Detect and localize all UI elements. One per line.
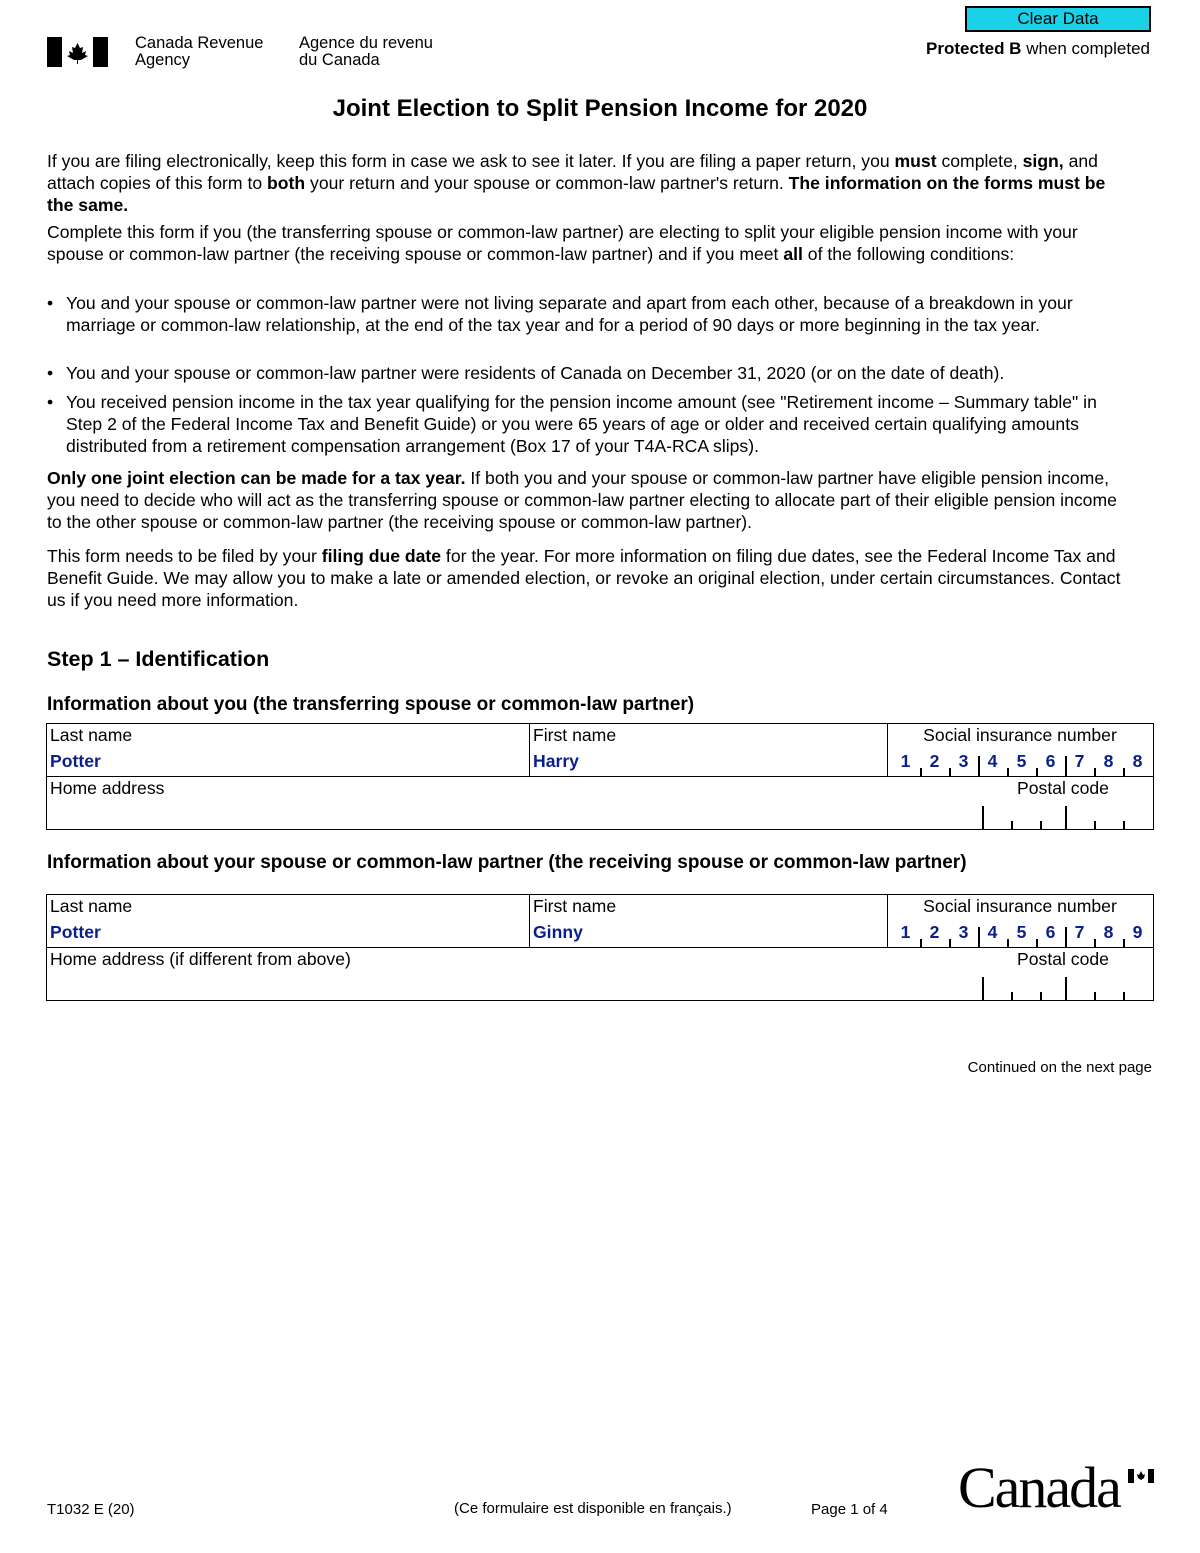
agency-en-line1: Canada Revenue [135,34,264,52]
sin-digit[interactable]: 8 [1103,922,1114,942]
sin-digit-divider [1065,927,1067,947]
postal-code-divider [1065,977,1067,1000]
name-row [47,895,1153,947]
sin-field[interactable] [888,895,1152,947]
sin-digit-divider [1094,939,1096,947]
canada-wordmark: Canada [958,1455,1120,1520]
sin-digit[interactable]: 8 [1103,751,1114,771]
first-name-label: First name [533,725,617,745]
address-row [47,776,1153,829]
home-address-field[interactable] [47,948,977,1000]
step1-heading: Step 1 – Identification [47,647,270,671]
you-info-table [46,723,1154,830]
postal-code-divider [1123,821,1125,829]
sin-digit[interactable]: 6 [1045,922,1056,942]
postal-code-divider [1094,992,1096,1000]
sin-digit-divider [1123,768,1125,776]
address-row [47,947,1153,1000]
postal-code-field[interactable] [982,777,1152,829]
condition-bullet: • You received pension income in the tax year qualifying for the pension income amount (see "Retirement income – Summary table" in Step 2 of the Federal Income Tax and Benefit Guide) or you were 65 years of age or older and received certain qualifying amounts distributed from a retirement compensation arrangement (Box 17 of your T4A-RCA slips). [47,392,1097,456]
sin-digit-divider [920,768,922,776]
continued-note: Continued on the next page [967,1059,1152,1076]
agency-fr-line2: du Canada [299,51,380,69]
sin-label: Social insurance number [923,725,1117,745]
spouse-info-table [46,894,1154,1001]
intro-paragraph-conditions: Complete this form if you (the transferring spouse or common-law partner) are electing to split your eligible pension income with your spouse or common-law partner (the receiving spouse or common-law partner) and if you meet all of the following conditions: [47,222,1078,264]
agency-fr-line1: Agence du revenu [299,34,433,52]
postal-code-divider [1065,806,1067,829]
name-row [47,724,1153,776]
sin-digit[interactable]: 5 [1016,922,1027,942]
sin-digit-divider [1007,768,1009,776]
spouse-section-heading: Information about your spouse or common-law partner (the receiving spouse or common-law partner) [47,852,967,873]
sin-digit[interactable]: 4 [987,751,998,771]
agency-name-fr [299,35,433,69]
sin-digit[interactable]: 5 [1016,751,1027,771]
intro-paragraph-due-date: This form needs to be filed by your filing due date for the year. For more information on filing due dates, see the Federal Income Tax and Benefit Guide. We may allow you to make a late or amended election, or revoke an original election, under certain circumstances. Contact us if you need more information. [47,546,1121,610]
sin-digit[interactable]: 2 [929,922,940,942]
sin-digit-divider [978,927,980,947]
first-name-value[interactable]: Harry [533,751,579,771]
last-name-value[interactable]: Potter [50,922,101,942]
sin-digit-divider [1036,768,1038,776]
postal-code-divider [1123,992,1125,1000]
sin-digit[interactable]: 1 [900,922,911,942]
postal-code-divider [1040,992,1042,1000]
condition-bullet: • You and your spouse or common-law partner were not living separate and apart from each other, because of a breakdown in your marriage or common-law relationship, at the end of the tax year and for a period of 90 days or more beginning in the tax year. [47,293,1073,335]
sin-field[interactable] [888,724,1152,776]
sin-digit[interactable]: 7 [1074,751,1085,771]
protected-b-rest: when completed [1021,39,1150,58]
postal-code-divider [1011,992,1013,1000]
protected-b-label: Protected B [926,39,1022,58]
agency-name-en [135,35,263,69]
first-name-label: First name [533,896,617,916]
home-address-label: Home address (if different from above) [50,949,351,969]
canada-flag-icon [47,37,108,67]
postal-code-field[interactable] [982,948,1152,1000]
sin-digit[interactable]: 8 [1132,751,1143,771]
sin-digit[interactable]: 3 [958,751,969,771]
sin-digit-divider [1065,756,1067,776]
sin-digit-divider [1094,768,1096,776]
intro-paragraph-one-election: Only one joint election can be made for a tax year. If both you and your spouse or common-law partner have eligible pension income, you need to decide who will act as the transferring spouse or common-law partner electing to allocate part of their eligible pension income to the other spouse or common-law partner (the receiving spouse or common-law partner). [47,468,1117,532]
sin-digit-divider [978,756,980,776]
canada-wordmark-flag-icon [1128,1469,1154,1483]
you-section-heading: Information about you (the transferring spouse or common-law partner) [47,694,695,715]
sin-digit-divider [949,939,951,947]
sin-label: Social insurance number [923,896,1117,916]
sin-digit-divider [1036,939,1038,947]
postal-code-divider [982,977,984,1000]
sin-digit-divider [1007,939,1009,947]
agency-en-line2: Agency [135,51,191,69]
sin-digit[interactable]: 3 [958,922,969,942]
sin-digit-divider [949,768,951,776]
last-name-value[interactable]: Potter [50,751,101,771]
last-name-field[interactable] [47,724,530,776]
first-name-field[interactable] [530,895,888,947]
first-name-field[interactable] [530,724,888,776]
page-title: Joint Election to Split Pension Income for 2020 [332,95,868,122]
last-name-label: Last name [50,725,133,745]
home-address-field[interactable] [47,777,977,829]
sin-digit[interactable]: 9 [1132,922,1143,942]
sin-digit-divider [920,939,922,947]
form-id: T1032 E (20) [47,1501,135,1518]
sin-digit[interactable]: 2 [929,751,940,771]
postal-code-divider [1040,821,1042,829]
first-name-value[interactable]: Ginny [533,922,583,942]
postal-code-divider [982,806,984,829]
postal-code-label: Postal code [1017,949,1109,969]
home-address-label: Home address [50,778,165,798]
intro-paragraph-filing: If you are filing electronically, keep this form in case we ask to see it later. If you are filing a paper return, you must complete, sign, and attach copies of this form to both your return and your spouse or common-law partner's return. The information on the forms must be the same. [47,151,1106,215]
sin-digit-divider [1123,939,1125,947]
sin-digit[interactable]: 7 [1074,922,1085,942]
condition-bullet: • You and your spouse or common-law partner were residents of Canada on December 31, 2020 (or on the date of death). [47,363,1005,383]
page-number: Page 1 of 4 [811,1501,888,1518]
postal-code-label: Postal code [1017,778,1109,798]
protected-b-notice [926,39,1150,59]
sin-digit[interactable]: 4 [987,922,998,942]
sin-digit[interactable]: 1 [900,751,911,771]
postal-code-divider [1011,821,1013,829]
french-availability-note: (Ce formulaire est disponible en français.) [454,1500,732,1517]
clear-data-button[interactable]: Clear Data [965,6,1151,32]
last-name-label: Last name [50,896,133,916]
last-name-field[interactable] [47,895,530,947]
sin-digit[interactable]: 6 [1045,751,1056,771]
postal-code-divider [1094,821,1096,829]
